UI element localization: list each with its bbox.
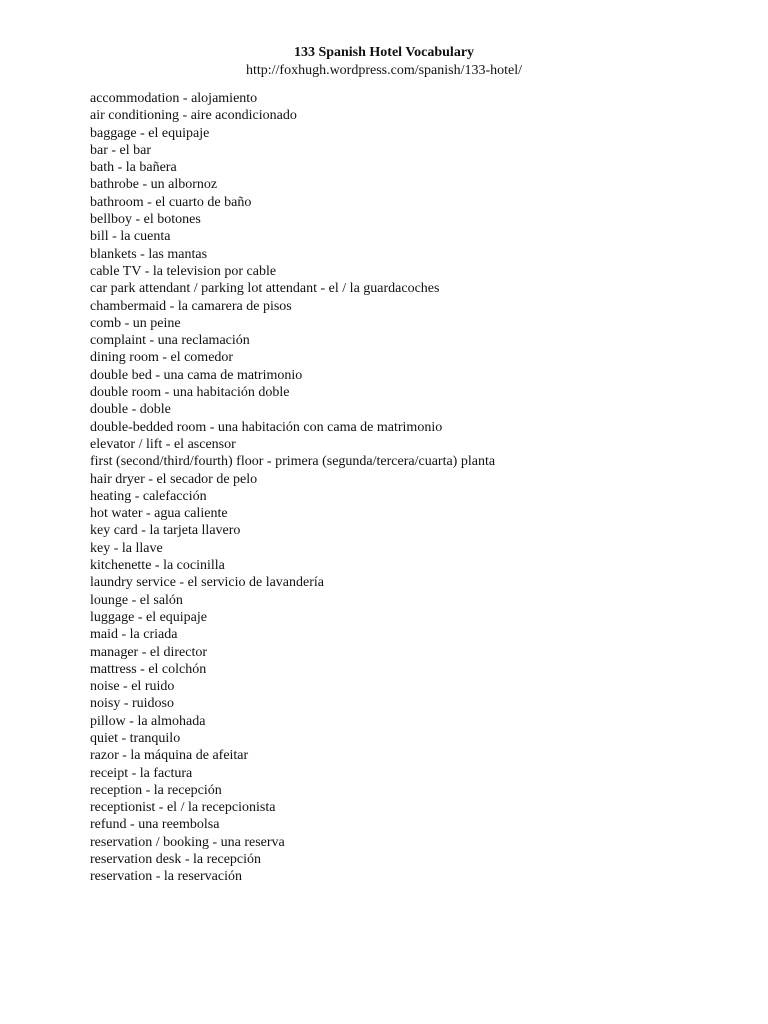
vocabulary-entry: receipt - la factura	[90, 765, 193, 781]
vocabulary-entry: mattress - el colchón	[90, 661, 207, 677]
vocabulary-entry: bellboy - el botones	[90, 212, 201, 228]
vocabulary-entry: pillow - la almohada	[90, 713, 206, 729]
vocabulary-entry: noisy - ruidoso	[90, 696, 174, 712]
vocabulary-entry: key - la llave	[90, 540, 163, 556]
vocabulary-entry: accommodation - alojamiento	[90, 91, 258, 106]
vocabulary-entry: reservation / booking - una reserva	[90, 834, 285, 850]
vocabulary-entry: laundry service - el servicio de lavandería	[90, 575, 325, 591]
vocabulary-entry: complaint - una reclamación	[90, 333, 250, 349]
vocabulary-entry: bathrobe - un albornoz	[90, 177, 218, 193]
vocabulary-entry: chambermaid - la camarera de pisos	[90, 298, 292, 314]
vocabulary-entry: dining room - el comedor	[90, 350, 234, 366]
vocabulary-entry: key card - la tarjeta llavero	[90, 523, 241, 539]
document-title: 133 Spanish Hotel Vocabulary	[293, 45, 475, 60]
vocabulary-entry: air conditioning - aire acondicionado	[90, 108, 297, 124]
vocabulary-entry: car park attendant / parking lot attendant - el / la guardacoches	[90, 281, 440, 297]
vocabulary-entry: receptionist - el / la recepcionista	[90, 800, 276, 816]
vocabulary-entry: quiet - tranquilo	[90, 730, 181, 746]
vocabulary-entry: double - doble	[90, 402, 171, 418]
vocabulary-entry: manager - el director	[90, 644, 207, 660]
vocabulary-entry: elevator / lift - el ascensor	[90, 436, 236, 452]
vocabulary-entry: luggage - el equipaje	[90, 609, 208, 625]
vocabulary-entry: lounge - el salón	[90, 592, 183, 608]
vocabulary-entry: comb - un peine	[90, 315, 181, 331]
vocabulary-entry: double room - una habitación doble	[90, 385, 290, 401]
vocabulary-entry: noise - el ruido	[90, 679, 175, 695]
vocabulary-list	[90, 90, 495, 886]
vocabulary-entry: reservation desk - la recepción	[90, 852, 262, 868]
vocabulary-entry: bill - la cuenta	[90, 229, 171, 245]
vocabulary-entry: first (second/third/fourth) floor - primera (segunda/tercera/cuarta) planta	[90, 454, 496, 470]
vocabulary-entry: heating - calefacción	[90, 488, 207, 504]
vocabulary-entry: hair dryer - el secador de pelo	[90, 471, 258, 487]
vocabulary-entry: reception - la recepción	[90, 782, 222, 798]
vocabulary-entry: hot water - agua caliente	[90, 506, 228, 522]
vocabulary-entry: bathroom - el cuarto de baño	[90, 194, 252, 210]
vocabulary-entry: kitchenette - la cocinilla	[90, 558, 225, 574]
vocabulary-entry: double-bedded room - una habitación con cama de matrimonio	[90, 419, 443, 435]
vocabulary-entry: razor - la máquina de afeitar	[90, 748, 249, 764]
vocabulary-entry: refund - una reembolsa	[90, 817, 220, 833]
source-url: http://foxhugh.wordpress.com/spanish/133-hotel/	[245, 63, 523, 78]
vocabulary-entry: blankets - las mantas	[90, 246, 208, 262]
vocabulary-entry: baggage - el equipaje	[90, 125, 210, 141]
document-header	[0, 44, 768, 80]
vocabulary-entry: cable TV - la television por cable	[90, 263, 277, 279]
vocabulary-entry: reservation - la reservación	[90, 869, 242, 885]
vocabulary-entry: double bed - una cama de matrimonio	[90, 367, 303, 383]
vocabulary-entry: bath - la bañera	[90, 160, 177, 176]
vocabulary-entry: bar - el bar	[90, 142, 152, 158]
vocabulary-entry: maid - la criada	[90, 627, 178, 643]
